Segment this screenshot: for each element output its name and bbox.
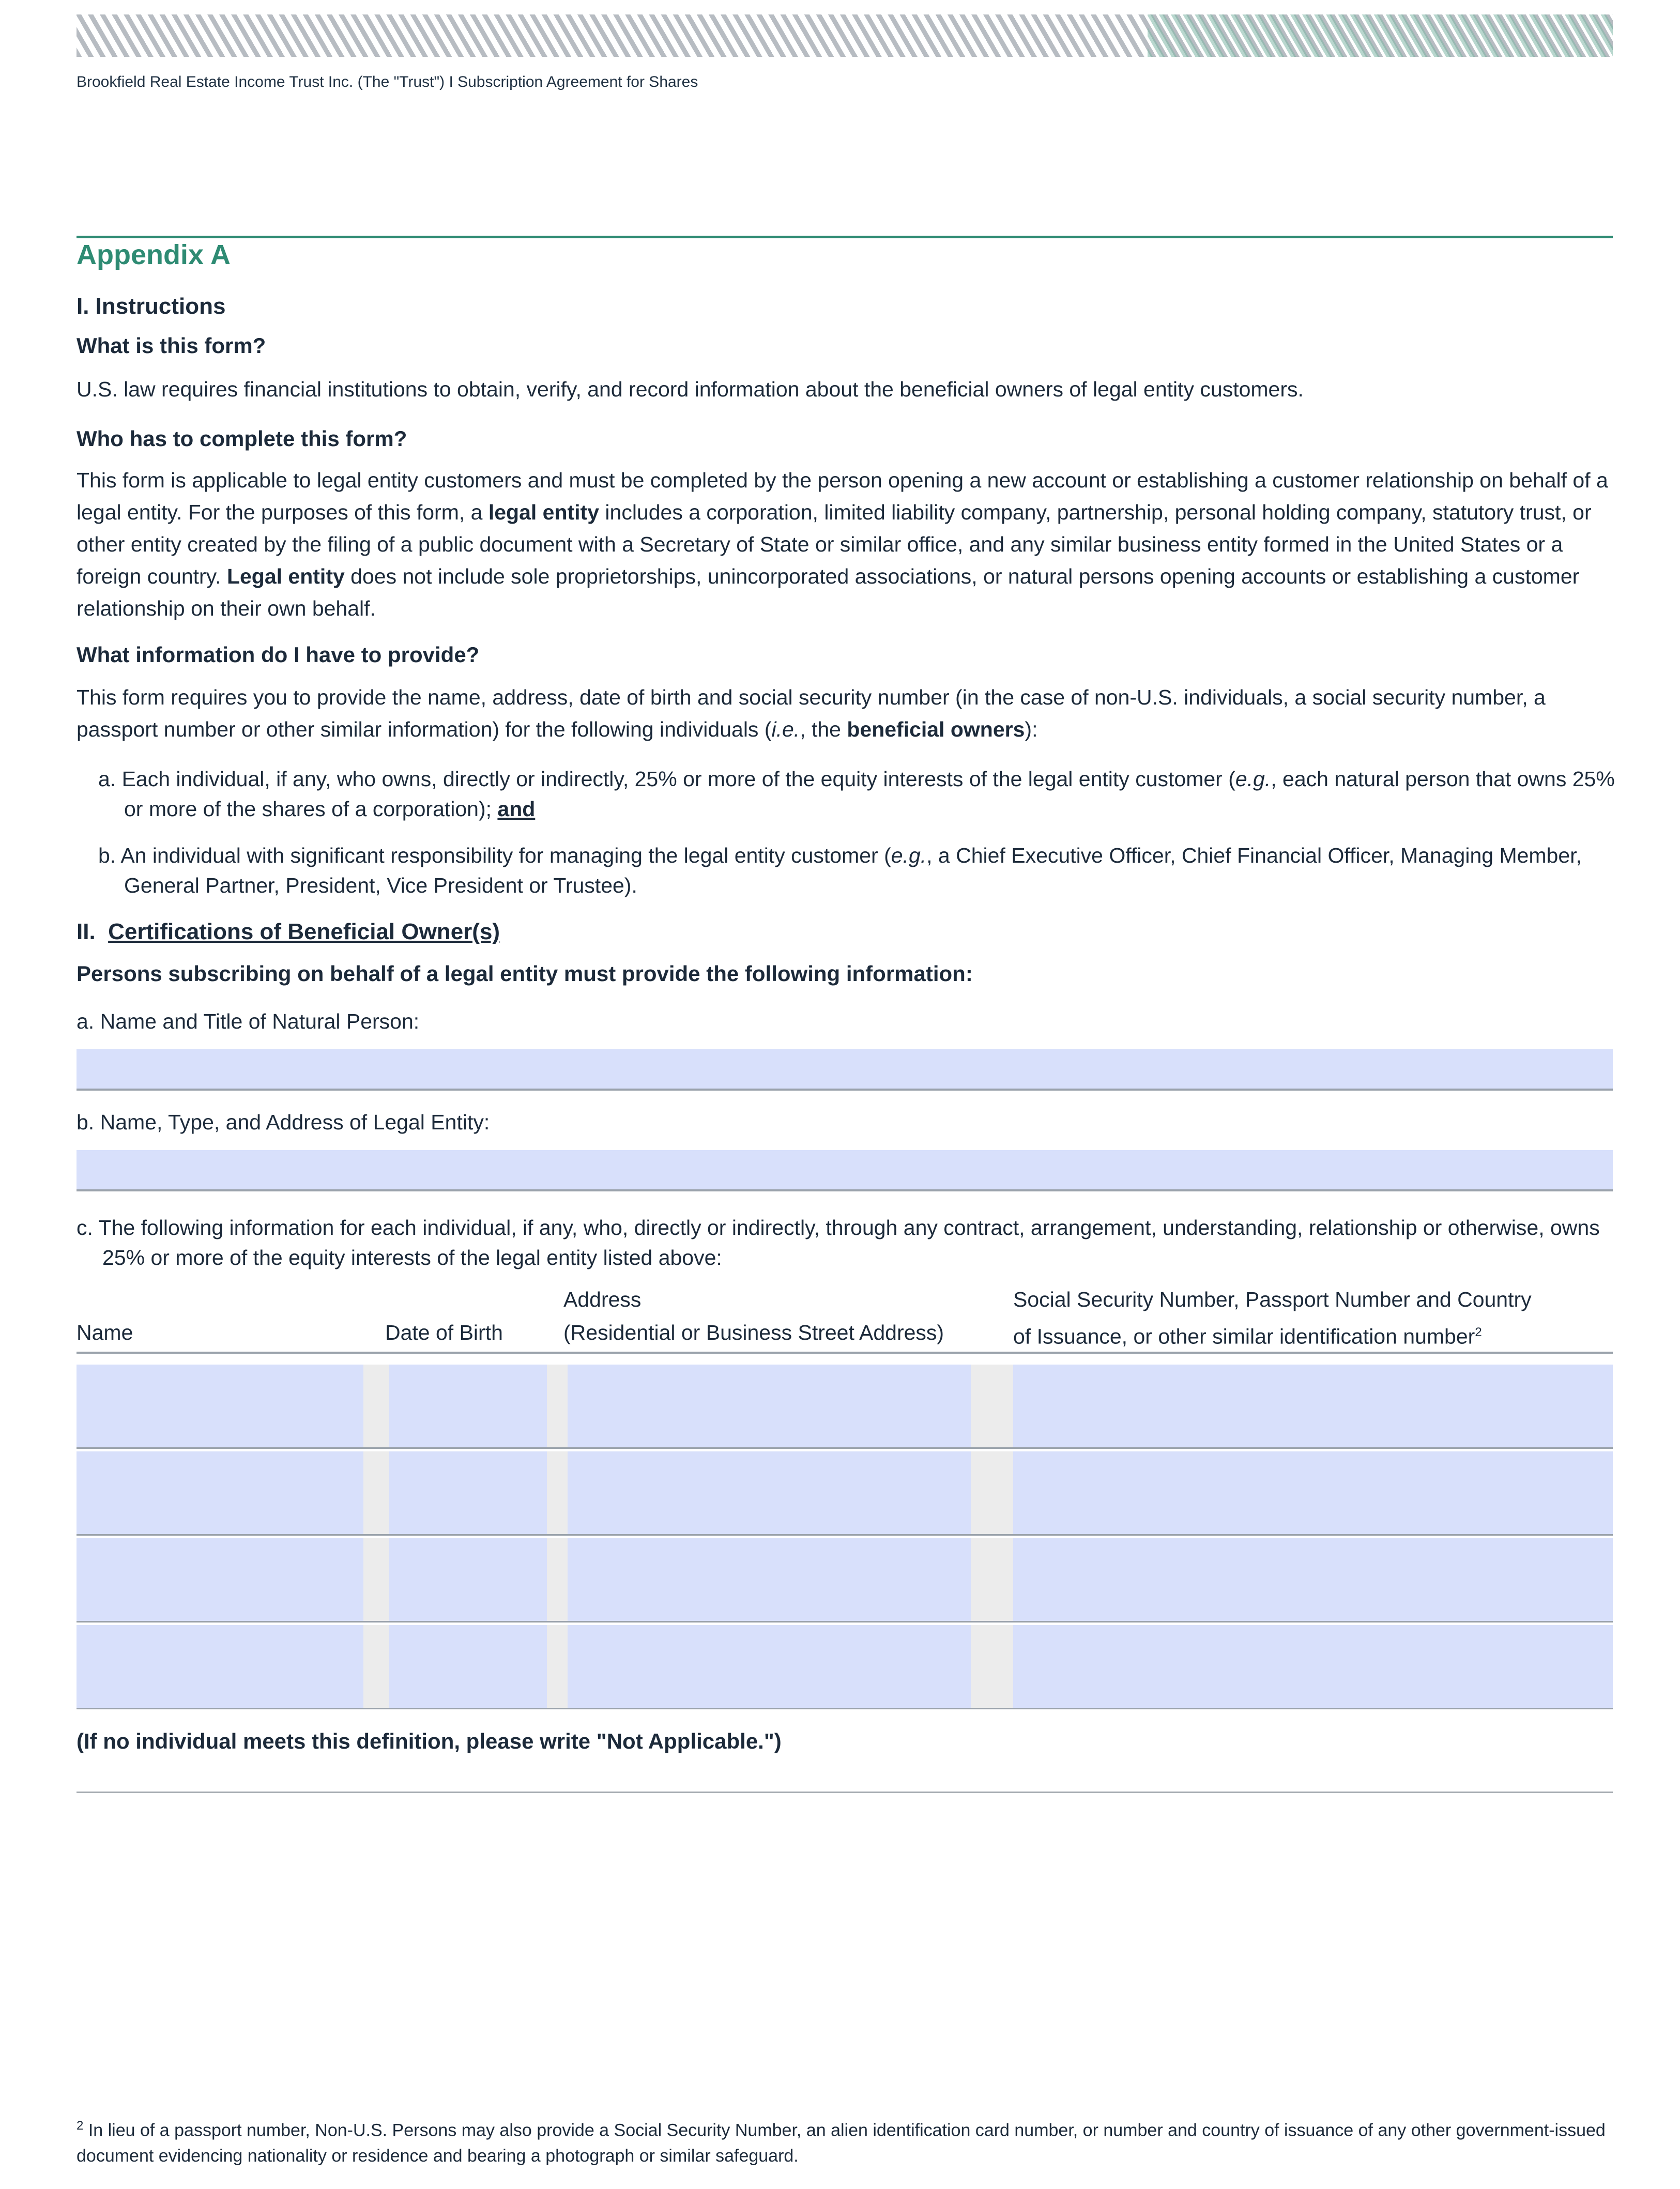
field-b-label: b. Name, Type, and Address of Legal Entity:	[77, 1110, 490, 1134]
owner-1-address-cell[interactable]	[568, 1365, 971, 1447]
column-header-address	[563, 1283, 944, 1349]
owner-4-address-cell[interactable]	[568, 1625, 971, 1708]
owner-1-name-cell[interactable]	[77, 1365, 363, 1447]
term-legal-entity: legal entity	[488, 500, 600, 524]
row-rule	[77, 1534, 1613, 1536]
table-header-rule	[77, 1352, 1613, 1354]
section-2-title: Certifications of Beneficial Owner(s)	[108, 919, 500, 944]
cell-gap	[547, 1365, 568, 1447]
column-header-id-number	[1013, 1283, 1532, 1353]
section-end-rule	[77, 1792, 1613, 1793]
cell-gap	[547, 1625, 568, 1708]
answer-what-is-form: U.S. law requires financial institutions to obtain, verify, and record information about the beneficial owners of legal entity customers.	[77, 377, 1304, 401]
answer-text-part: does not include sole proprietorships, unincorporated associations, or natural persons opening accounts or establishing a customer relationship on their own behalf.	[77, 564, 1580, 620]
cell-gap	[363, 1625, 389, 1708]
owner-4-name-cell[interactable]	[77, 1625, 363, 1708]
abbr-eg: e.g.	[1235, 767, 1271, 791]
field-a-label: a. Name and Title of Natural Person:	[77, 1009, 420, 1033]
footnote-text: In lieu of a passport number, Non-U.S. Persons may also provide a Social Security Number, an alien identification card number, or number and country of issuance of any other government-issued document evidencing nationality or residence and bearing a photograph or similar safeguard.	[77, 2120, 1606, 2166]
field-c-label: c. The following information for each individual, if any, who, directly or indirectly, through any contract, arrangement, understanding, relationship or otherwise, owns 25% or more of the equity interests of the legal entity listed above:	[77, 1216, 1600, 1269]
term-legal-entity: Legal entity	[226, 564, 345, 588]
owner-1-id-cell[interactable]	[1013, 1365, 1613, 1447]
owner-2-dob-cell[interactable]	[389, 1451, 547, 1534]
cell-gap	[363, 1538, 389, 1621]
term-beneficial-owners: beneficial owners	[847, 717, 1025, 741]
owner-3-name-cell[interactable]	[77, 1538, 363, 1621]
list-item-a	[98, 764, 1623, 824]
section-2-number: II.	[77, 919, 96, 944]
owner-1-dob-cell[interactable]	[389, 1365, 547, 1447]
column-header-dob: Date of Birth	[385, 1321, 503, 1344]
and-conjunction: and	[497, 797, 536, 821]
owner-3-dob-cell[interactable]	[389, 1538, 547, 1621]
owner-4-id-cell[interactable]	[1013, 1625, 1613, 1708]
address-header-line2: (Residential or Business Street Address)	[563, 1321, 944, 1344]
row-rule	[77, 1708, 1613, 1709]
cell-gap	[971, 1365, 1013, 1447]
id-header-line2	[1013, 1316, 1532, 1353]
cell-gap	[971, 1538, 1013, 1621]
appendix-rule	[77, 236, 1613, 238]
list-text-part: b. An individual with significant responsibility for managing the legal entity customer (	[98, 844, 891, 867]
list-text-part: a. Each individual, if any, who owns, directly or indirectly, 25% or more of the equity interests of the legal entity customer (	[98, 767, 1235, 791]
id-header-line2-text: of Issuance, or other similar identification number	[1013, 1324, 1475, 1349]
footnote-marker: 2	[77, 2119, 84, 2133]
running-head: Brookfield Real Estate Income Trust Inc. (The "Trust") I Subscription Agreement for Shares	[77, 73, 698, 90]
answer-text-part: includes a corporation, limited liability company, partnership, personal holding company, statutory trust, or other entity created by the filing of a public document with a Secretary of State or similar office, and any similar business entity formed in the United States or a foreign country.	[77, 500, 1592, 588]
answer-text-part: ):	[1025, 717, 1038, 741]
list-text-part: , each natural person that owns 25% or more of the shares of a corporation);	[124, 767, 1615, 821]
answer-who-completes	[77, 464, 1613, 624]
not-applicable-note: (If no individual meets this definition, please write "Not Applicable.")	[77, 1729, 782, 1753]
section-1-heading: I. Instructions	[77, 294, 226, 319]
answer-text-part: , the	[800, 717, 847, 741]
answer-text-part: This form requires you to provide the name, address, date of birth and social security number (in the case of non-U.S. individuals, a social security number, a passport number or other similar information) for the following individuals (	[77, 685, 1546, 741]
question-who-completes: Who has to complete this form?	[77, 426, 407, 451]
question-what-information: What information do I have to provide?	[77, 642, 480, 667]
natural-person-name-title-field[interactable]	[77, 1049, 1613, 1091]
row-rule	[77, 1447, 1613, 1449]
answer-text-part: This form is applicable to legal entity customers and must be completed by the person opening a new account or establishing a customer relationship on behalf of a legal entity. For the purposes of this form, a	[77, 468, 1608, 524]
owner-3-id-cell[interactable]	[1013, 1538, 1613, 1621]
id-header-line1: Social Security Number, Passport Number and Country	[1013, 1288, 1532, 1311]
list-item-b	[98, 840, 1623, 900]
legal-entity-name-type-address-field[interactable]	[77, 1150, 1613, 1191]
section-2-heading	[77, 919, 1613, 945]
cell-gap	[547, 1451, 568, 1534]
cell-gap	[363, 1365, 389, 1447]
cell-gap	[971, 1625, 1013, 1708]
owner-2-address-cell[interactable]	[568, 1451, 971, 1534]
abbr-ie: i.e.	[771, 717, 800, 741]
list-text-part: , a Chief Executive Officer, Chief Financial Officer, Managing Member, General Partner, President, Vice President or Trustee).	[124, 844, 1582, 897]
row-rule	[77, 1621, 1613, 1622]
answer-what-information	[77, 681, 1613, 745]
footnote	[77, 2113, 1613, 2169]
cell-gap	[547, 1538, 568, 1621]
footnote-ref: 2	[1475, 1325, 1482, 1339]
owner-2-name-cell[interactable]	[77, 1451, 363, 1534]
cell-gap	[363, 1451, 389, 1534]
decorative-stripe-band	[77, 14, 1613, 57]
section-2-subheading: Persons subscribing on behalf of a legal entity must provide the following information:	[77, 961, 973, 986]
address-header-line1: Address	[563, 1288, 642, 1311]
column-header-name: Name	[77, 1321, 133, 1344]
abbr-eg: e.g.	[891, 844, 927, 867]
owner-4-dob-cell[interactable]	[389, 1625, 547, 1708]
question-what-is-form: What is this form?	[77, 333, 266, 358]
owner-3-address-cell[interactable]	[568, 1538, 971, 1621]
cell-gap	[971, 1451, 1013, 1534]
owner-2-id-cell[interactable]	[1013, 1451, 1613, 1534]
appendix-title: Appendix A	[77, 239, 231, 270]
